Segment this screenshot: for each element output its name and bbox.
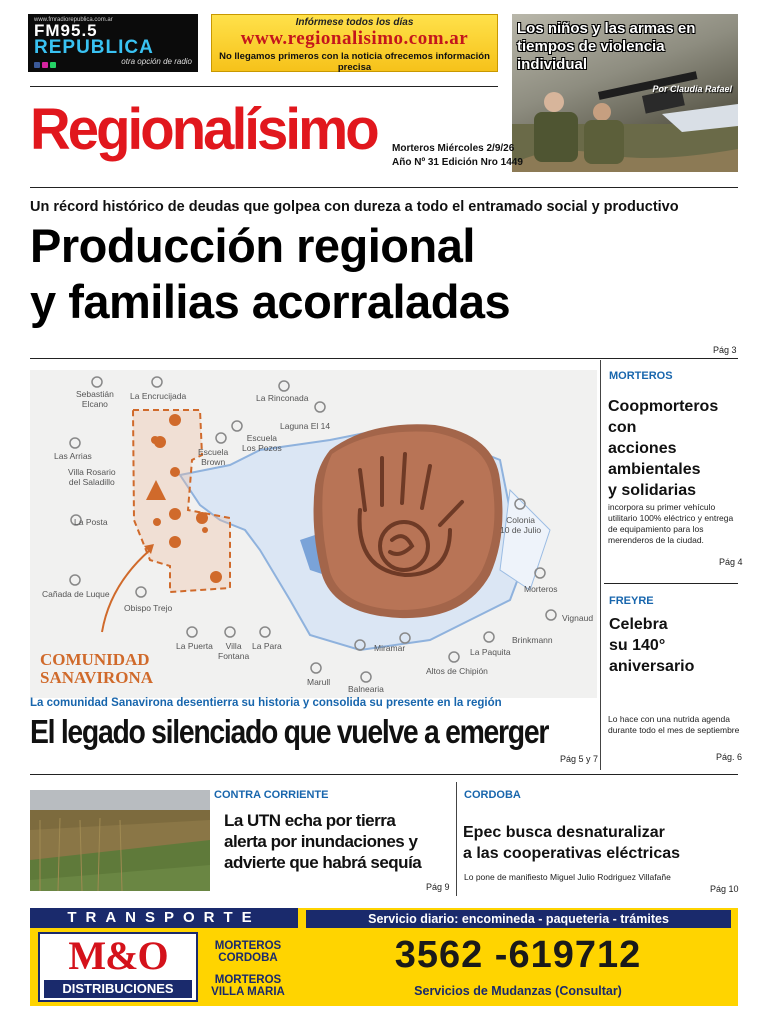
facebook-icon: [34, 62, 40, 68]
map-label-arrias: Las Arrias: [54, 451, 92, 461]
promo-teaser[interactable]: [512, 14, 738, 172]
promo-title: Los niños y las armas en tiempos de violencia individual: [517, 20, 696, 73]
map-label-brinkmann: Brinkmann: [512, 635, 553, 645]
bottom-divider: [456, 782, 457, 896]
ad-route-line: MORTEROS: [214, 940, 282, 952]
ad-left-panel: [30, 908, 298, 1006]
map-label-villa-fontana: Villa Fontana: [218, 641, 250, 661]
epec-body: Lo pone de manifiesto Miguel Julio Rodriguez Villafañe: [464, 872, 671, 882]
map-label-paquita: La Paquita: [470, 647, 511, 657]
ad-distribuciones: DISTRIBUCIONES: [44, 980, 192, 998]
ad-servicio: Servicio diario: encomineda - paqueteria - trámites: [306, 910, 731, 928]
ad-mudanzas: Servicios de Mudanzas (Consultar): [414, 984, 622, 998]
social-icons: [34, 62, 56, 68]
edition-date: Morteros Miércoles 2/9/26: [392, 143, 515, 154]
map-label-encrucijada: La Encrucijada: [130, 391, 187, 401]
sidebar-divider: [600, 360, 601, 770]
ad-brand: M&O: [68, 933, 168, 978]
radio-brand-line1: FM95.5: [34, 21, 98, 40]
bottom-rule: [30, 774, 738, 775]
map-label-rinconada: La Rinconada: [256, 393, 309, 403]
transport-ad[interactable]: [30, 908, 738, 1006]
ad-phone[interactable]: 3562 -619712: [394, 934, 642, 976]
utn-headline[interactable]: [224, 810, 454, 873]
masthead-rule: [30, 187, 738, 188]
map-label-obispo: Obispo Trejo: [124, 603, 173, 613]
ad-route-villa-maria: [204, 974, 292, 998]
epec-headline[interactable]: [463, 822, 753, 864]
epec-page-ref: Pág 10: [710, 884, 739, 894]
radio-brand-line2: REPUBLICA: [34, 37, 154, 58]
morteros-headline-line: ambientales: [608, 461, 701, 478]
banner-line3: No llegamos primeros con la noticia ofrecemos información precisa: [219, 51, 490, 73]
epec-headline-line: a las cooperativas eléctricas: [463, 845, 681, 862]
whatsapp-icon: [50, 62, 56, 68]
ad-route-line: CORDOBA: [218, 952, 278, 964]
utn-headline-line: La UTN echa por tierra: [224, 811, 396, 830]
community-label-line2: SANAVIRONA: [40, 668, 154, 687]
map-label-balnearia: Balnearia: [348, 684, 384, 694]
lead-headline[interactable]: [30, 218, 510, 330]
radio-url: www.fmradiorepublica.com.ar: [34, 17, 113, 23]
morteros-headline-line: acciones: [608, 440, 677, 457]
banner-line1: Infórmese todos los días: [295, 17, 414, 28]
lead-headline-line1: Producción regional: [30, 219, 475, 272]
map-label-canada: Cañada de Luque: [42, 589, 110, 599]
section-contra-corriente[interactable]: CONTRA CORRIENTE: [214, 789, 329, 801]
epec-headline-line: Epec busca desnaturalizar: [463, 824, 665, 841]
map-label-villa-rosario: Villa Rosario del Saladillo: [68, 467, 116, 487]
engraved-stone: [314, 424, 503, 618]
header-divider: [30, 86, 498, 87]
feature-headline[interactable]: El legado silenciado que vuelve a emerger: [30, 713, 549, 750]
freyre-headline-line: Celebra: [609, 616, 668, 633]
ad-transporte: TRANSPORTE: [30, 908, 298, 928]
map-label-laguna: Laguna El 14: [280, 421, 331, 431]
ad-right-panel: [298, 908, 738, 1006]
freyre-body: Lo hace con una nutrida agenda durante todo el mes de septiembre: [608, 714, 740, 735]
edition-number: Año Nº 31 Edición Nro 1449: [392, 157, 523, 168]
freyre-headline[interactable]: [609, 614, 739, 677]
lead-page-ref: Pág 3: [713, 345, 737, 355]
morteros-headline-line: y solidarias: [608, 482, 697, 499]
lead-kicker: Un récord histórico de deudas que golpea con dureza a todo el entramado social y productivo: [30, 199, 679, 215]
map-label-posta: La Posta: [74, 517, 108, 527]
section-morteros[interactable]: MORTEROS: [609, 370, 673, 382]
utn-headline-line: alerta por inundaciones y: [224, 832, 418, 851]
map-label-morteros: Morteros: [524, 584, 558, 594]
sidebar-rule: [604, 583, 738, 584]
ad-brand-box: [38, 932, 198, 1002]
map-label-vignaud: Vignaud: [562, 613, 594, 623]
map-label-puerta: La Puerta: [176, 641, 213, 651]
community-label: [40, 651, 153, 687]
section-freyre[interactable]: FREYRE: [609, 595, 654, 607]
field-photo: [30, 790, 210, 891]
map-label-sebastian: Sebastián Elcano: [76, 389, 114, 409]
map-label-para: La Para: [252, 641, 282, 651]
radio-tagline: otra opción de radio: [121, 57, 192, 66]
newspaper-logo[interactable]: Regionalísimo: [30, 97, 377, 162]
lead-headline-line2: y familias acorraladas: [30, 275, 511, 328]
utn-page-ref: Pág 9: [426, 882, 450, 892]
promo-author: Por Claudia Rafael: [652, 84, 732, 94]
map-label-miramar: Miramar: [374, 643, 406, 653]
map-label-escuela-pozos: Escuela Los Pozos: [242, 433, 282, 453]
map-label-escuela-brown: Escuela Brown: [198, 447, 229, 467]
radio-ad: [28, 14, 198, 72]
ad-route-line: MORTEROS: [214, 974, 282, 986]
morteros-page-ref: Pág 4: [719, 557, 743, 567]
section-cordoba[interactable]: CORDOBA: [464, 789, 521, 801]
feature-page-ref: Pág 5 y 7: [560, 754, 599, 764]
ad-route-cordoba: [204, 940, 292, 964]
community-label-line1: COMUNIDAD: [40, 650, 150, 669]
banner-url[interactable]: www.regionalisimo.com.ar: [240, 28, 469, 49]
morteros-headline-line: Coopmorteros con: [608, 398, 719, 436]
freyre-page-ref: Pág. 6: [716, 752, 743, 762]
utn-headline-line: advierte que habrá sequía: [224, 853, 422, 872]
website-banner[interactable]: [211, 14, 498, 72]
morteros-headline[interactable]: [608, 396, 743, 501]
map-label-altos: Altos de Chipión: [426, 666, 488, 676]
region-map: [30, 370, 597, 698]
map-label-marull: Marull: [307, 677, 331, 687]
morteros-body: incorpora su primer vehículo utilitario 100% eléctrico y entrega de equipamiento para los merenderos de la ciudad.: [608, 502, 734, 545]
ad-route-line: VILLA MARIA: [211, 986, 285, 998]
feature-subtitle: La comunidad Sanavirona desentierra su historia y consolida su presente en la región: [30, 697, 502, 709]
instagram-icon: [42, 62, 48, 68]
freyre-headline-line: su 140°: [609, 637, 666, 654]
freyre-headline-line: aniversario: [609, 658, 695, 675]
lead-rule: [30, 358, 738, 359]
map-label-colonia: Colonia 10 de Julio: [500, 515, 542, 535]
